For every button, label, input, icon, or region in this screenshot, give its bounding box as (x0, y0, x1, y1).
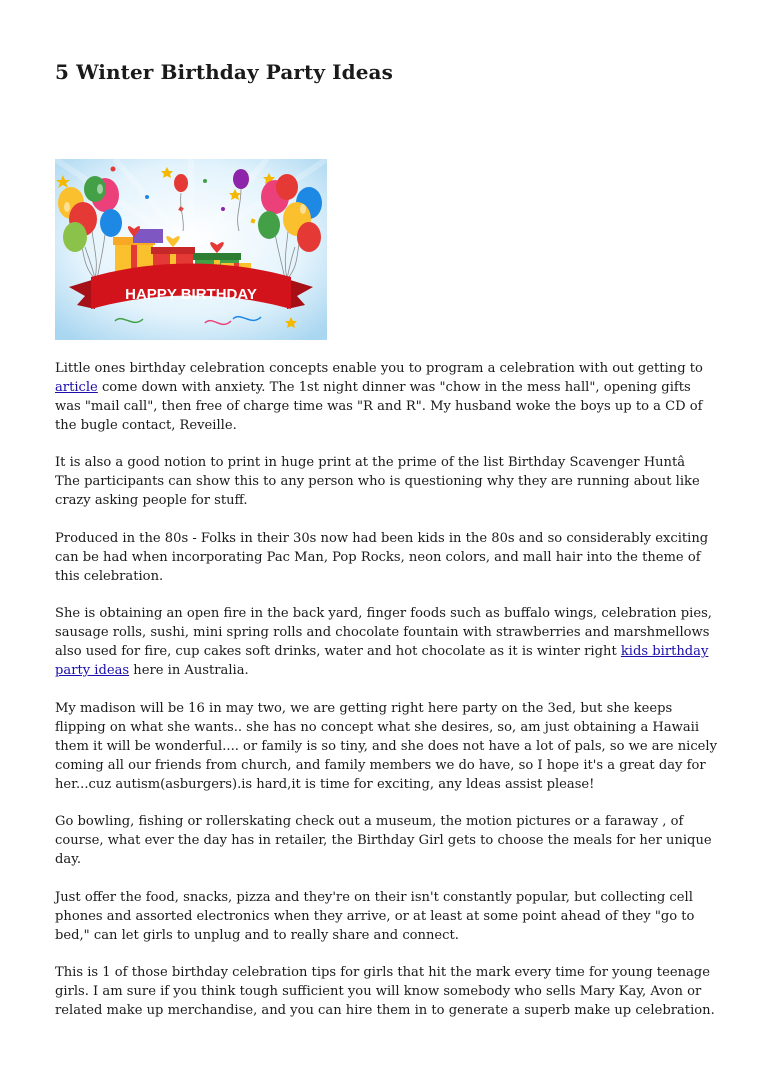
article-body (55, 360, 717, 1040)
article-link[interactable]: article (55, 379, 98, 395)
paragraph: This is 1 of those birthday celebration tips for girls that hit the mark every time for young teenage girls. I am sure if you think tough sufficient you will know somebody who sells Mary Kay, Avon or related make up merchandise, and you can hire them in to generate a superb make up celebration. (55, 965, 715, 1019)
paragraph: It is also a good notion to print in huge print at the prime of the list Birthday Scavenger Huntâ The participants can show this to any person who is questioning why they are running about like crazy asking people for stuff. (55, 455, 707, 509)
paragraph: Just offer the food, snacks, pizza and they're on their isn't constantly popular, but collecting cell phones and assorted electronics when they arrive, or at least at some point ahead of they "go to bed," can let girls to unplug and to really share and connect. (55, 889, 695, 943)
paragraph: She is obtaining an open fire in the back yard, finger foods such as buffalo wings, celebration pies, sausage rolls, sushi, mini spring rolls and chocolate fountain with strawberries and marshmellows also used for fire, cup cakes soft drinks, water and hot chocolate as it is winter right kids birthday party ideas here in Australia. (55, 606, 712, 679)
paragraph: Little ones birthday celebration concepts enable you to program a celebration with out getting to article come down with anxiety. The 1st night dinner was "chow in the mess hall", opening gifts was "mail call", then free of charge time was "R and R". My husband woke the boys up to a CD of the bugle contact, Reveille. (55, 361, 703, 433)
paragraph: My madison will be 16 in may two, we are getting right here party on the 3ed, but she keeps flipping on what she wants.. she has no concept what she desires, so, am just obtaining a Hawaii them it will be wonderful.... or family is so tiny, and she does not have a lot of pals, so we are nicely coming all our friends from church, and family members we do have, so I hope it's a great day for her...cuz autism(asburgers).is hard,it is time for exciting, any ldeas assist please! (55, 700, 718, 792)
banner-text: HAPPY BIRTHDAY (125, 286, 257, 303)
happy-birthday-image (55, 159, 327, 340)
paragraph: Go bowling, fishing or rollerskating check out a museum, the motion pictures or a faraway , of course, what ever the day has in retailer, the Birthday Girl gets to choose the meals for her unique day. (55, 814, 712, 868)
page-title: 5 Winter Birthday Party Ideas (55, 60, 393, 84)
kids-birthday-party-ideas-link[interactable]: kids birthday party ideas (55, 644, 709, 679)
paragraph: Produced in the 80s - Folks in their 30s now had been kids in the 80s and so considerably exciting can be had when incorporating Pac Man, Pop Rocks, neon colors, and mall hair into the theme of this celebration. (55, 530, 709, 584)
